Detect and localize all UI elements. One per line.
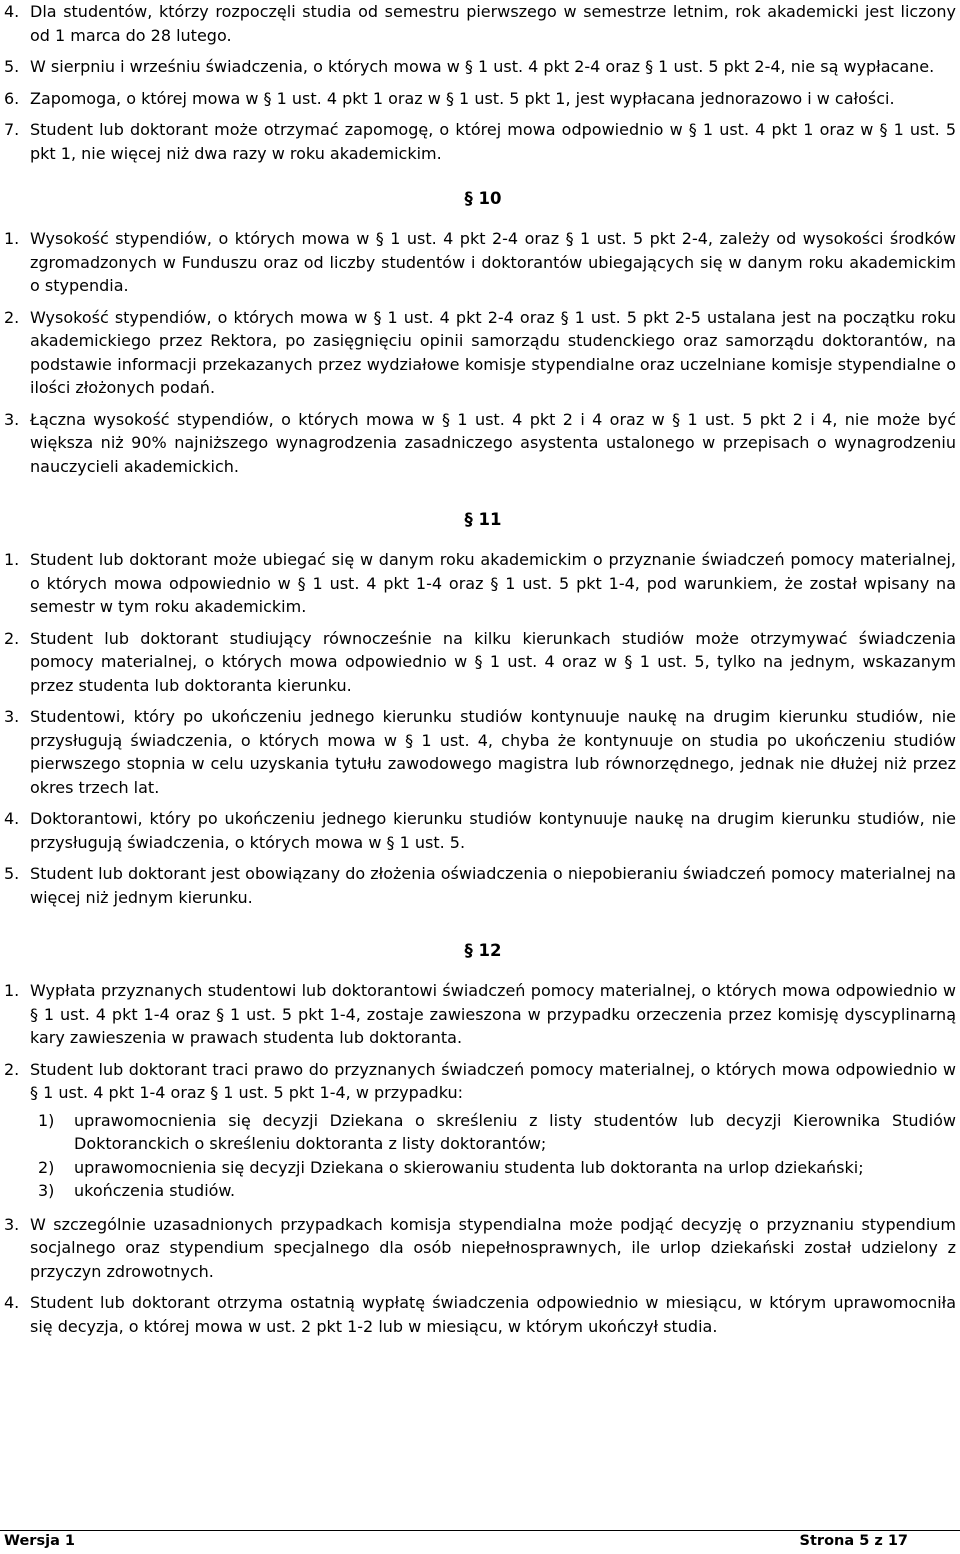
paragraph-item [4,118,956,165]
item-text: Student lub doktorant otrzyma ostatnią wypłatę świadczenia odpowiednio w miesiącu, w którym uprawomocniła się decyzja, o której mowa w ust. 2 pkt 1-2 lub w miesiącu, w którym ukończył studia. [30,1293,956,1336]
footer-rule [0,1530,960,1531]
item-text: W szczególnie uzasadnionych przypadkach komisja stypendialna może podjąć decyzję o przyznaniu stypendium socjalnego oraz stypendium specjalnego dla osób niepełnosprawnych, ile urlop dziekański został udzielony z przyczyn zdrowotnych. [30,1214,956,1281]
paragraph-item [4,0,956,47]
paragraph-item [4,627,956,698]
item-text: Zapomoga, o której mowa w § 1 ust. 4 pkt 1 oraz w § 1 ust. 5 pkt 1, jest wypłacana jednorazowo i w całości. [30,88,895,108]
paragraph-item [4,807,956,854]
item-number: 4. [4,2,20,21]
sub-item-number: 1) [38,1110,55,1130]
sub-item-text: uprawomocnienia się decyzji Dziekana o skreśleniu z listy studentów lub decyzji Kierownika Studiów Doktoranckich o skreśleniu doktoranta z listy doktorantów; [74,1110,956,1153]
paragraph-item [4,306,956,400]
item-text: Student lub doktorant może otrzymać zapomogę, o której mowa odpowiednio w § 1 ust. 4 pkt 1 oraz w § 1 ust. 5 pkt 1, nie więcej niż dwa razy w roku akademickim. [30,120,956,163]
item-number: 1. [4,229,20,248]
item-number: 3. [4,1214,20,1234]
sub-item-number: 3) [38,1181,55,1200]
item-number: 1. [4,981,20,1000]
item-number: 5. [4,864,20,883]
paragraph-item [4,55,956,79]
item-text: Dla studentów, którzy rozpoczęli studia od semestru pierwszego w semestrze letnim, rok akademicki jest liczony od 1 marca do 28 lutego. [30,2,956,45]
item-text: Doktorantowi, który po ukończeniu jednego kierunku studiów kontynuuje naukę na drugim kierunku studiów, nie przysługują świadczenia, o których mowa w § 1 ust. 5. [30,809,956,852]
section-heading: § 10 [464,189,502,208]
item-number: 2. [4,628,20,648]
sub-item-text: uprawomocnienia się decyzji Dziekana o skierowaniu studenta lub doktoranta na urlop dziekański; [74,1157,864,1177]
sub-item-text: ukończenia studiów. [74,1181,236,1200]
paragraph-item [4,1213,956,1284]
paragraph-item [4,705,956,799]
item-text: Studentowi, który po ukończeniu jednego kierunku studiów kontynuuje naukę na drugim kierunku studiów, nie przysługują świadczenia, o których mowa w § 1 ust. 4, chyba że kontynuuje on studia po ukończeniu studiów pierwszego stopnia w celu uzyskania tytułu zawodowego magistra lub równorzędnego, jednak nie dłużej niż przez okres trzech lat. [30,707,956,797]
paragraph-item [4,1058,956,1105]
document-body [4,0,956,1346]
item-text: Wypłata przyznanych studentowi lub doktorantowi świadczeń pomocy materialnej, o których mowa odpowiednio w § 1 ust. 4 pkt 1-4 oraz § 1 ust. 5 pkt 1-4, zostaje zawieszona w przypadku orzeczenia przez komisję dyscyplinarną kary zawieszenia w prawach studenta lub doktoranta. [30,981,956,1047]
item-number: 4. [4,809,20,828]
section-heading: § 11 [464,510,502,529]
paragraph-item [4,87,956,111]
item-number: 7. [4,120,20,139]
item-text: Łączna wysokość stypendiów, o których mowa w § 1 ust. 4 pkt 2 i 4 oraz w § 1 ust. 5 pkt 2 i 4, nie może być większa niż 90% najniższego wynagrodzenia zasadniczego asystenta ustalonego w przepisach o wynagrodzeniu nauczycieli akademickich. [30,409,956,476]
item-text: Wysokość stypendiów, o których mowa w § 1 ust. 4 pkt 2-4 oraz § 1 ust. 5 pkt 2-5 ustalana jest na początku roku akademickiego przez Rektora, po zasięgnięciu opinii samorządu studenckiego oraz samorządu doktorantów, na podstawie informacji przekazanych przez wydziałowe komisje stypendialne oraz uczelniane komisje stypendialne o ilości złożonych podań. [30,307,956,397]
item-text: W sierpniu i wrześniu świadczenia, o których mowa w § 1 ust. 4 pkt 2-4 oraz § 1 ust. 5 pkt 2-4, nie są wypłacane. [30,57,935,76]
footer-version: Wersja 1 [4,1533,75,1549]
paragraph-item [4,1291,956,1338]
section-heading: § 12 [464,941,502,960]
item-number: 4. [4,1293,20,1312]
item-number: 3. [4,707,20,726]
item-number: 5. [4,57,20,76]
item-text: Student lub doktorant może ubiegać się w danym roku akademickim o przyznanie świadczeń pomocy materialnej, o których mowa odpowiednio w § 1 ust. 4 pkt 1-4 oraz § 1 ust. 5 pkt 1-4, pod warunkiem, że został wpisany na semestr w tym roku akademickim. [30,550,956,616]
item-text: Wysokość stypendiów, o których mowa w § 1 ust. 4 pkt 2-4 oraz § 1 ust. 5 pkt 2-4, zależy od wysokości środków zgromadzonych w Funduszu oraz od liczby studentów i doktorantów ubiegających się w danym roku akademickim o stypendia. [30,229,956,295]
item-text: Student lub doktorant studiujący równocześnie na kilku kierunkach studiów może otrzymywać świadczenia pomocy materialnej, o których mowa odpowiednio w § 1 ust. 4 oraz w § 1 ust. 5, tylko na jednym, wskazanym przez studenta lub doktoranta kierunku. [30,628,956,695]
sub-list-item [4,1109,956,1156]
sub-list-item [4,1156,956,1180]
item-number: 1. [4,550,20,569]
paragraph-item [4,227,956,298]
item-number: 3. [4,409,20,429]
sub-item-number: 2) [38,1157,55,1177]
item-text: Student lub doktorant traci prawo do przyznanych świadczeń pomocy materialnej, o których mowa odpowiednio w § 1 ust. 4 pkt 1-4 oraz § 1 ust. 5 pkt 1-4, w przypadku: [30,1059,956,1102]
paragraph-item [4,979,956,1050]
page-footer [0,1530,960,1554]
sub-list-item [4,1179,956,1203]
paragraph-item [4,548,956,619]
item-number: 2. [4,1059,20,1079]
footer-page-number: Strona 5 z 17 [799,1533,908,1549]
paragraph-item [4,862,956,909]
paragraph-item [4,408,956,479]
item-text: Student lub doktorant jest obowiązany do złożenia oświadczenia o niepobieraniu świadczeń pomocy materialnej na więcej niż jednym kierunku. [30,864,956,907]
item-number: 6. [4,88,20,108]
item-number: 2. [4,307,20,327]
